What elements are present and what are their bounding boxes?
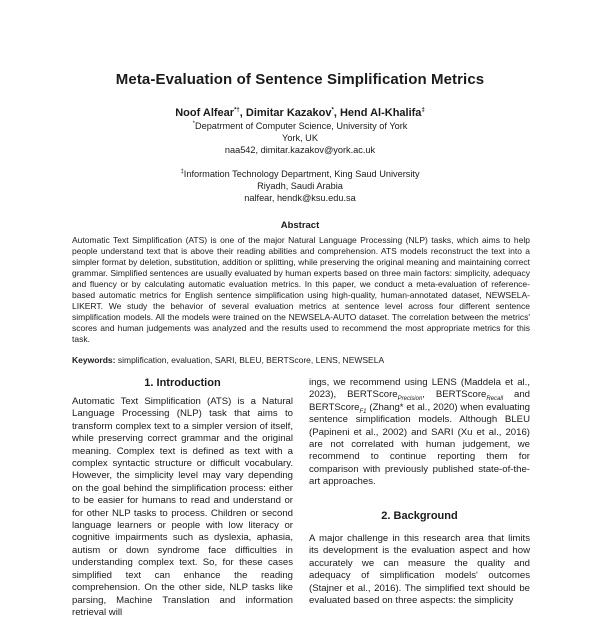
introduction-text: Automatic Text Simplification (ATS) is a Natural Language Processing (NLP) task that aims to transform complex text to a simpler version of itself, while preserving correct grammar and the original meaning. Complex text is defined as text with a complex syntactic structure or difficult vocabulary. However, the simplicity level may vary depending on the goal behind the simplification process: either to be easier for humans to read and understand or for other NLP tasks to process. Children or second language learners or people with low literacy or cognitive impairments such as dyslexia, aphasia, autism or down syndrome face difficulties in understanding complex text. So, for these cases simplified text can enhance the reading comprehension. On the other side, NLP tasks like parsing, Machine Translation and information retrieval will: [72, 396, 293, 618]
affiliation-ksu: [0, 168, 600, 204]
keywords-label: Keywords:: [72, 355, 116, 365]
background-text: A major challenge in this research area that limits its development is the evaluation aspect and how accurately we can measure the quality and adequacy of simplification models' outcomes (Stajner et al., 2016). The simplified text should be evaluated based on three aspects: the simplicity: [309, 533, 530, 607]
abstract-text: Automatic Text Simplification (ATS) is one of the major Natural Language Processing (NLP) tasks, which aims to help people understand text that is above their reading abilities and comprehension. ATS models reconstruct the text into a simpler format by deletion, substitution, addition or splitting, while preserving the original meaning and maintaining correct grammar. Simplified sentences are usually evaluated by human experts based on three main factors: simplicity, adequacy and fluency or by calculating automatic evaluation metrics. In this paper, we conduct a meta-evaluation of reference-based automatic metrics for English sentence simplification using high-quality, human-annotated dataset, NEWSELA-LIKERT. We study the behavior of several evaluation metrics at sentence level across four different sentence simplification models. All the models were trained on the NEWSELA-AUTO dataset. The correlation between the metrics' scores and human judgements was analyzed and the results used to recommend the most appropriate metrics for this task.: [72, 235, 530, 344]
right-text-segment: and BERTScore: [309, 389, 530, 413]
paper-title: Meta-Evaluation of Sentence Simplification Metrics: [115, 71, 485, 88]
affiliation-line: Riyadh, Saudi Arabia: [257, 181, 343, 191]
author-name: Dimitar Kazakov: [245, 107, 332, 119]
author-mark: ‡: [421, 107, 425, 114]
author-name: Hend Al-Khalifa: [339, 107, 422, 119]
subscript-precision: Precision: [397, 396, 423, 403]
right-text-segment: (Zhang* et al., 2020) when evaluating sentence simplification models. Although BLEU (Papineni et al., 2002) and SARI (Xu et al., 2016) are not correlated with human judgement, we recommend to continue reporting them for comparison with previously published state-of-the-art approaches.: [309, 401, 530, 488]
author-list: Noof Alfear*†, Dimitar Kazakov*, Hend Al-Khalifa‡: [175, 107, 425, 119]
subscript-recall: Recall: [486, 396, 504, 403]
section-heading-background: 2. Background: [381, 510, 458, 522]
affiliation-york: [0, 120, 600, 156]
right-text-segment: ings, we recommend using LENS (Maddela et al., 2023), BERTScore: [309, 377, 530, 401]
right-text-segment: , BERTScore: [422, 389, 487, 401]
abstract-heading: Abstract: [280, 220, 320, 231]
affiliation-email: nalfear, hendk@ksu.edu.sa: [244, 193, 356, 203]
section-heading-introduction: 1. Introduction: [144, 377, 221, 389]
affiliation-mark: *: [192, 120, 195, 127]
author-name: Noof Alfear: [175, 107, 235, 119]
affiliation-line: Depatrment of Computer Science, University of York: [194, 121, 408, 131]
subscript-f1: F1: [359, 408, 367, 415]
keywords-line: [72, 355, 530, 365]
keywords-list: simplification, evaluation, SARI, BLEU, BERTScore, LENS, NEWSELA: [117, 355, 385, 365]
author-mark: *†: [234, 107, 240, 114]
author-mark: *: [331, 107, 334, 114]
affiliation-line: Information Technology Department, King Saud University: [183, 169, 420, 179]
affiliation-email: naa542, dimitar.kazakov@york.ac.uk: [224, 145, 376, 155]
right-column-text: [309, 377, 530, 489]
affiliation-mark: ‡: [180, 168, 184, 175]
affiliation-line: York, UK: [282, 133, 318, 143]
